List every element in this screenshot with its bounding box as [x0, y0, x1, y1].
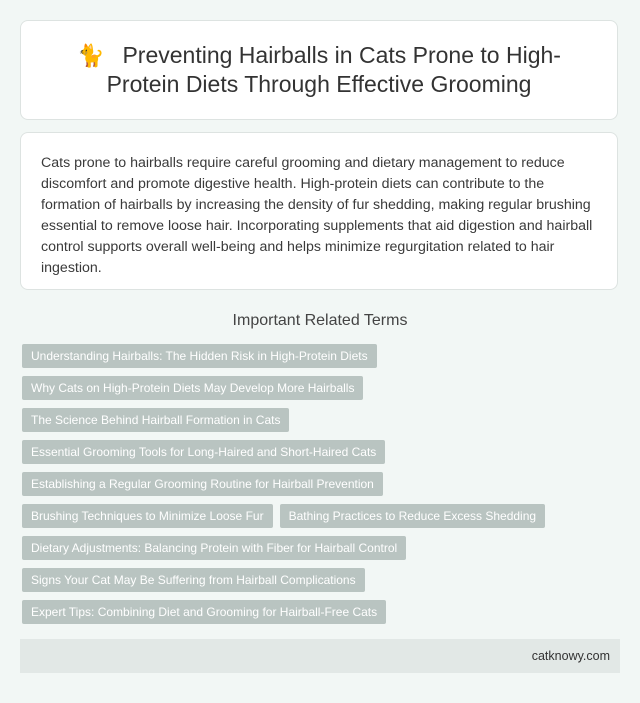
term-tag-understanding-hairballs[interactable]: Understanding Hairballs: The Hidden Risk in High-Protein Diets	[22, 344, 377, 368]
term-tag-expert-tips[interactable]: Expert Tips: Combining Diet and Grooming for Hairball-Free Cats	[22, 600, 386, 624]
term-tag-brushing-techniques[interactable]: Brushing Techniques to Minimize Loose Fur	[22, 504, 273, 528]
term-tag-science-of-hairballs[interactable]: The Science Behind Hairball Formation in Cats	[22, 408, 289, 432]
term-row	[22, 344, 622, 368]
cat-icon: 🐈	[77, 43, 105, 68]
related-terms-heading: Important Related Terms	[232, 312, 408, 329]
related-terms-list	[22, 344, 622, 632]
summary-card	[20, 132, 618, 290]
term-tag-grooming-tools[interactable]: Essential Grooming Tools for Long-Haired and Short-Haired Cats	[22, 440, 385, 464]
term-row	[22, 536, 622, 560]
term-tag-grooming-routine[interactable]: Establishing a Regular Grooming Routine for Hairball Prevention	[22, 472, 383, 496]
term-row	[22, 376, 622, 400]
term-row	[22, 472, 622, 496]
footer	[20, 639, 620, 673]
term-tag-dietary-adjustments[interactable]: Dietary Adjustments: Balancing Protein with Fiber for Hairball Control	[22, 536, 406, 560]
site-name[interactable]: catknowy.com	[531, 649, 610, 663]
term-row	[22, 408, 622, 432]
title-card	[20, 20, 618, 120]
term-row	[22, 440, 622, 464]
page-title	[59, 41, 579, 99]
term-row	[22, 568, 622, 592]
page-title-text: Preventing Hairballs in Cats Prone to High-Protein Diets Through Effective Grooming	[106, 42, 561, 97]
term-tag-why-cats-develop-hairballs[interactable]: Why Cats on High-Protein Diets May Develop More Hairballs	[22, 376, 363, 400]
term-row	[22, 600, 622, 624]
term-tag-bathing-practices[interactable]: Bathing Practices to Reduce Excess Shedding	[280, 504, 545, 528]
term-tag-hairball-complications[interactable]: Signs Your Cat May Be Suffering from Hairball Complications	[22, 568, 365, 592]
summary-text: Cats prone to hairballs require careful grooming and dietary management to reduce discomfort and promote digestive health. High-protein diets can contribute to the formation of hairballs by increasing the density of fur shedding, making regular brushing essential to remove loose hair. Incorporating supplements that aid digestion and hairball control supports overall well-being and helps minimize regurgitation related to hair ingestion.	[41, 155, 593, 276]
term-row	[22, 504, 622, 528]
